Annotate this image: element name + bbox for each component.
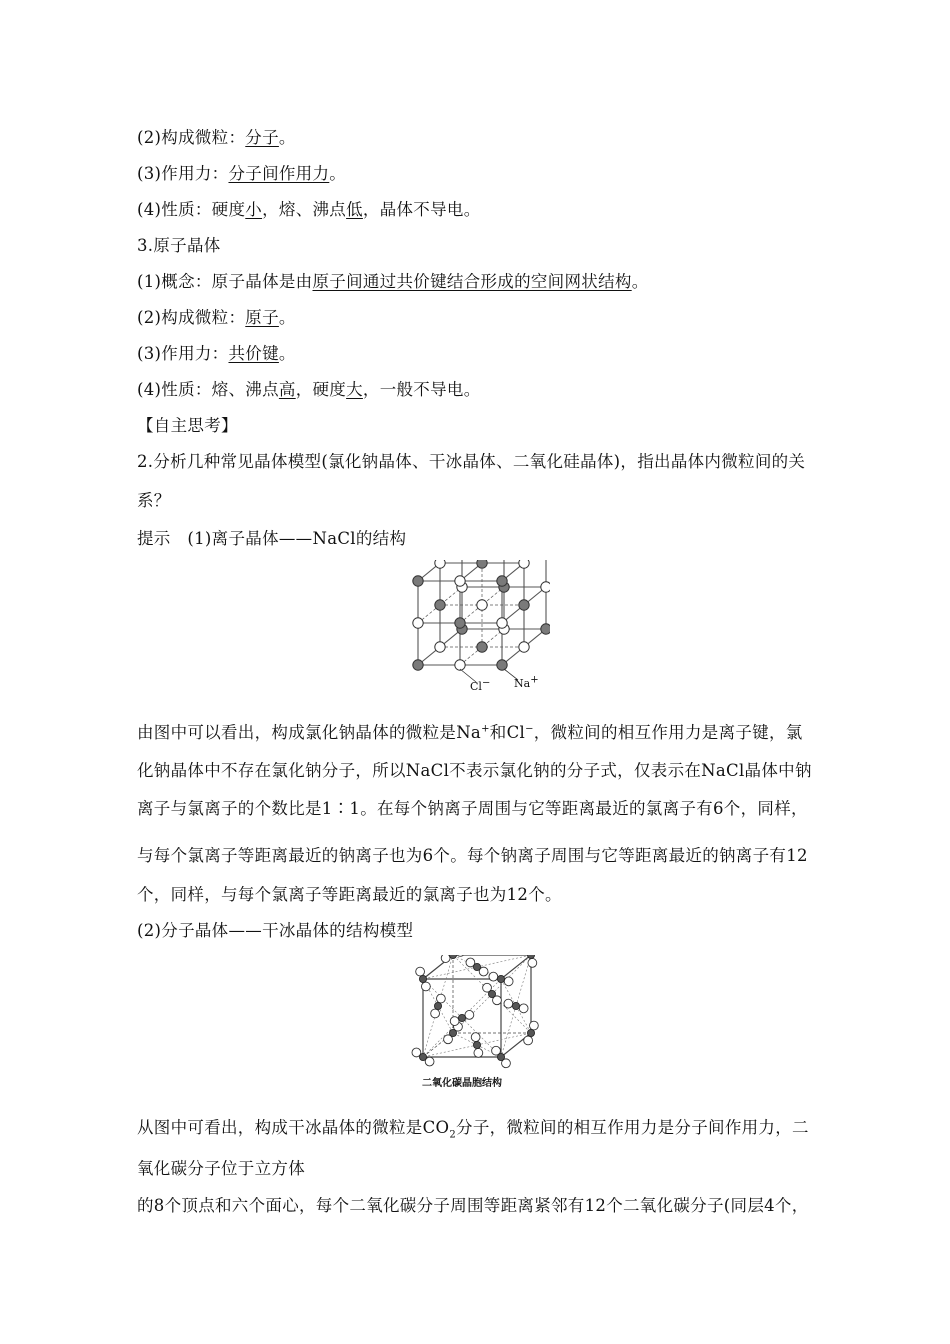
answer-molecule: 分子	[245, 128, 279, 147]
cl-ion	[435, 642, 445, 652]
na-ion	[455, 618, 465, 628]
nacl-paragraph-line-3: 离子与氯离子的个数比是1∶1。在每个钠离子周围与它等距离最近的氯离子有6个，同样，	[137, 799, 808, 818]
oxygen-atom	[524, 1036, 533, 1045]
cl-ion	[519, 642, 529, 652]
nacl-paragraph-line-1: 由图中可以看出，构成氯化钠晶体的微粒是Na+和Cl−，微粒间的相互作用力是离子键，氯	[137, 723, 803, 742]
carbon-atom	[449, 955, 456, 959]
hint-ionic-crystal: 提示 (1)离子晶体——NaCl的结构	[137, 529, 407, 548]
cell-edge	[501, 955, 531, 979]
self-thinking-title: 【自主思考】	[137, 416, 238, 435]
oxygen-atom	[431, 1009, 440, 1018]
co2-unit-cell-diagram	[405, 955, 555, 1073]
cl-ion	[519, 560, 529, 568]
carbon-atom	[419, 1053, 426, 1060]
answer-atom: 原子	[245, 308, 279, 327]
carbon-atom	[449, 1029, 456, 1036]
oxygen-atom	[529, 1021, 538, 1030]
question-line-2: 系？	[137, 491, 171, 510]
atomic-concept-line: (1)概念：原子晶体是由原子间通过共价键结合形成的空间网状结构。	[137, 272, 649, 291]
oxygen-atom	[474, 1048, 483, 1057]
oxygen-atom	[465, 1010, 474, 1019]
atomic-force-line: (3)作用力：共价键。	[137, 344, 296, 363]
molecular-properties-line: (4)性质：硬度小，熔、沸点低，晶体不导电。	[137, 200, 481, 219]
carbon-atom	[473, 963, 480, 970]
cl-ion-label: Cl−	[470, 677, 491, 693]
carbon-atom	[527, 955, 534, 959]
atomic-particles-line: (2)构成微粒：原子。	[137, 308, 296, 327]
na-ion	[519, 600, 529, 610]
answer-high: 高	[278, 380, 296, 399]
nacl-paragraph-line-4: 与每个氯离子等距离最近的钠离子也为6个。每个钠离子周围与它等距离最近的钠离子有12	[137, 846, 808, 865]
dry-ice-figure-caption: 二氧化碳晶胞结构	[422, 1078, 502, 1089]
answer-covalent-bond: 共价键	[228, 344, 279, 363]
oxygen-atom	[450, 1017, 459, 1026]
oxygen-atom	[489, 972, 498, 981]
molecular-force-line: (3)作用力：分子间作用力。	[137, 164, 347, 183]
cl-ion	[413, 618, 423, 628]
nacl-structure-figure	[400, 560, 550, 700]
na-ion	[435, 600, 445, 610]
answer-network-structure: 原子间通过共价键结合形成的空间网状结构	[312, 272, 632, 291]
carbon-atom	[488, 990, 495, 997]
carbon-atom	[497, 1053, 504, 1060]
oxygen-atom	[471, 1033, 480, 1042]
carbon-atom	[419, 975, 426, 982]
na-ion-label: Na+	[514, 674, 539, 690]
cl-ion	[455, 576, 465, 586]
question-line-1: 2.分析几种常见晶体模型(氯化钠晶体、干冰晶体、二氧化硅晶体)，指出晶体内微粒间的关	[137, 452, 806, 471]
na-ion	[413, 576, 423, 586]
nacl-paragraph-line-2: 化钠晶体中不存在氯化钠分子，所以NaCl不表示氯化钠的分子式，仅表示在NaCl晶体中钠	[137, 761, 812, 780]
dry-ice-paragraph-line-2: 氧化碳分子位于立方体	[137, 1159, 305, 1178]
carbon-atom	[458, 1014, 465, 1021]
carbon-atom	[434, 1002, 441, 1009]
answer-low: 低	[346, 200, 363, 219]
cl-ion	[435, 560, 445, 568]
oxygen-atom	[504, 977, 513, 986]
oxygen-atom	[519, 1004, 528, 1013]
dry-ice-heading: (2)分子晶体——干冰晶体的结构模型	[137, 921, 414, 940]
na-ion	[497, 576, 507, 586]
carbon-atom	[527, 1029, 534, 1036]
na-ion	[497, 660, 507, 670]
dry-ice-paragraph-line-1: 从图中可看出，构成干冰晶体的微粒是$CO_2$分子，微粒间的相互作用力是分子间作用力，二	[137, 1118, 809, 1141]
atomic-properties-line: (4)性质：熔、沸点高，硬度大，一般不导电。	[137, 380, 481, 399]
dry-ice-paragraph-line-3: 的8个顶点和六个面心，每个二氧化碳分子周围等距离紧邻有12个二氧化碳分子(同层4个，	[137, 1196, 809, 1215]
oxygen-atom	[416, 967, 425, 976]
cl-ion	[541, 582, 550, 592]
carbon-atom	[512, 1002, 519, 1009]
oxygen-atom	[421, 982, 430, 991]
answer-small: 小	[245, 200, 263, 219]
oxygen-atom	[441, 955, 450, 963]
cl-ion	[477, 600, 487, 610]
nacl-paragraph-line-5: 个，同样，与每个氯离子等距离最近的氯离子也为12个。	[137, 885, 562, 904]
answer-intermolecular-force: 分子间作用力	[228, 164, 330, 183]
face-diagonal	[423, 1045, 477, 1057]
oxygen-atom	[504, 999, 513, 1008]
na-ion	[477, 560, 487, 568]
na-ion	[413, 660, 423, 670]
dry-ice-structure-figure	[405, 955, 555, 1095]
oxygen-atom	[528, 958, 537, 967]
cl-ion	[497, 618, 507, 628]
carbon-atom	[497, 975, 504, 982]
na-ion	[541, 624, 550, 634]
oxygen-atom	[456, 955, 465, 956]
na-ion	[477, 642, 487, 652]
cl-ion	[455, 660, 465, 670]
molecular-particles-line: (2)构成微粒：分子。	[137, 128, 296, 147]
oxygen-atom	[436, 994, 445, 1003]
answer-large: 大	[346, 380, 363, 399]
face-diagonal	[501, 1006, 516, 1057]
carbon-atom	[473, 1041, 480, 1048]
section-heading-atomic-crystal: 3.原子晶体	[137, 236, 221, 255]
